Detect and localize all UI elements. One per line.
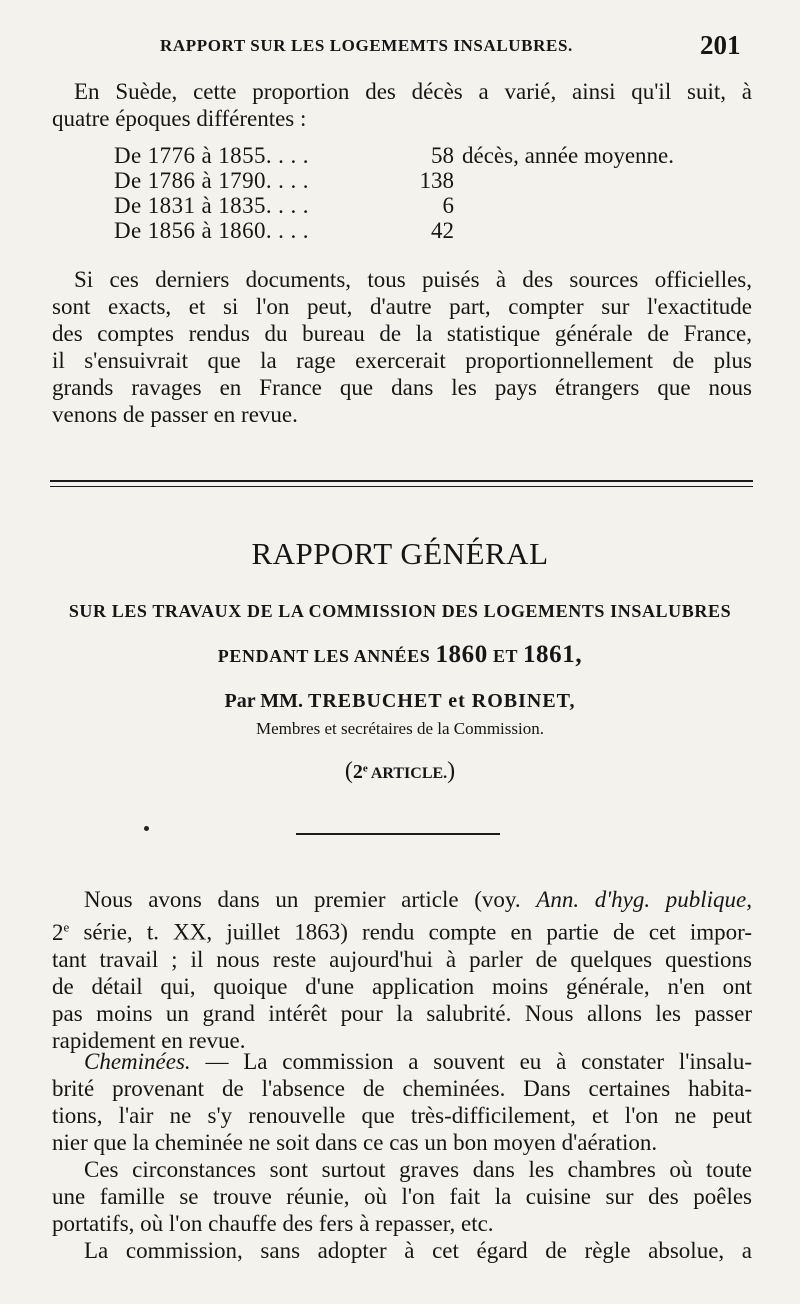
body-line: rapidement en revue. bbox=[52, 1027, 246, 1053]
article-number bbox=[0, 758, 800, 785]
statistics-row bbox=[114, 193, 674, 218]
ink-dot bbox=[144, 826, 149, 831]
article-subtitle: SUR LES TRAVAUX DE LA COMMISSION DES LOGEMENTS INSALUBRES bbox=[68, 601, 732, 621]
body-text: Nous avons dans un premier article (voy. bbox=[84, 887, 521, 912]
intro-paragraph bbox=[52, 78, 752, 132]
statistics-row bbox=[114, 168, 674, 193]
statistics-count: 6 bbox=[442, 193, 454, 218]
section-divider bbox=[50, 480, 753, 487]
body-line bbox=[52, 913, 752, 946]
statistics-row bbox=[114, 218, 674, 243]
conclusion-line: sont exacts, et si l'on peut, d'autre part, compter sur l'exactitude bbox=[52, 294, 752, 319]
conclusion-line: Si ces derniers documents, tous puisés à des sources officielles, bbox=[74, 267, 752, 292]
series-ordinal: 2e bbox=[52, 919, 70, 945]
subtitle-year: 1860 bbox=[435, 641, 488, 668]
subtitle-year: 1861, bbox=[522, 641, 583, 668]
heading-rule bbox=[296, 833, 500, 835]
article-title: RAPPORT GÉNÉRAL bbox=[251, 536, 549, 571]
subtitle-text: PENDANT LES ANNÉES bbox=[217, 646, 431, 666]
article-ordinal: 2 bbox=[352, 761, 363, 783]
article-subtitle-years bbox=[0, 641, 800, 669]
body-line: Ces circonstances sont surtout graves dans les chambres où toute bbox=[84, 1157, 752, 1182]
statistics-period: De 1831 à 1835. . . . bbox=[114, 193, 309, 218]
body-line bbox=[52, 1048, 752, 1075]
body-line: portatifs, où l'on chauffe des fers à repasser, etc. bbox=[52, 1211, 494, 1236]
statistics-count: 138 bbox=[419, 168, 454, 193]
section-heading: Cheminées. bbox=[84, 1049, 191, 1074]
subtitle-text: ET bbox=[492, 646, 518, 666]
statistics-period: De 1776 à 1855. . . . bbox=[114, 143, 309, 168]
citation: Ann. d'hyg. publique, bbox=[536, 887, 753, 912]
body-line bbox=[52, 886, 752, 913]
statistics-count: 58 bbox=[431, 143, 454, 168]
conclusion-paragraph bbox=[52, 266, 752, 428]
body-line: La commission, sans adopter à cet égard de règle absolue, a bbox=[84, 1238, 752, 1263]
body-paragraph-2 bbox=[52, 1048, 752, 1156]
conclusion-line: il s'ensuivrait que la rage exercerait proportionnellement de plus bbox=[52, 348, 752, 373]
authors-line bbox=[0, 690, 800, 713]
conclusion-line: venons de passer en revue. bbox=[52, 402, 298, 427]
authors-names: TREBUCHET et ROBINET, bbox=[307, 690, 576, 712]
article-ordinal-suffix: e bbox=[362, 762, 368, 775]
authors-prefix: Par MM. bbox=[224, 690, 303, 712]
page-number: 201 bbox=[700, 30, 741, 60]
intro-line: En Suède, cette proportion des décès a varié, ainsi qu'il suit, à bbox=[74, 79, 752, 104]
intro-line: quatre époques différentes : bbox=[52, 106, 307, 131]
body-paragraph-3 bbox=[52, 1156, 752, 1237]
body-paragraph-1 bbox=[52, 886, 752, 1054]
statistics-count: 42 bbox=[431, 218, 454, 243]
body-line: de détail qui, quoique d'une application moins générale, n'en ont bbox=[52, 973, 752, 999]
paren-close: ) bbox=[447, 758, 456, 784]
statistics-row bbox=[114, 143, 674, 168]
paren-open: ( bbox=[344, 758, 353, 784]
body-line: brité provenant de l'absence de cheminées. Dans certaines habita- bbox=[52, 1076, 752, 1101]
body-text: série, t. XX, juillet 1863) rendu compte en partie de cet impor- bbox=[83, 919, 752, 945]
conclusion-line: des comptes rendus du bureau de la statistique générale de France, bbox=[52, 321, 752, 346]
body-paragraph-4 bbox=[52, 1237, 752, 1264]
body-line: nier que la cheminée ne soit dans ce cas un bon moyen d'aération. bbox=[52, 1130, 658, 1155]
body-line: tant travail ; il nous reste aujourd'hui à parler de quelques questions bbox=[52, 946, 752, 972]
body-line: une famille se trouve réunie, où l'on fait la cuisine sur des poêles bbox=[52, 1184, 752, 1209]
statistics-note: décès, année moyenne. bbox=[462, 143, 675, 168]
conclusion-line: grands ravages en France que dans les pays étrangers que nous bbox=[52, 375, 752, 400]
body-text: — La commission a souvent eu à constater l'insalu- bbox=[205, 1049, 752, 1074]
statistics-table bbox=[114, 143, 674, 243]
statistics-period: De 1786 à 1790. . . . bbox=[114, 168, 309, 193]
statistics-period: De 1856 à 1860. . . . bbox=[114, 218, 309, 243]
body-line: pas moins un grand intérêt pour la salubrité. Nous allons les passer bbox=[52, 1000, 752, 1026]
authors-roles: Membres et secrétaires de la Commission. bbox=[256, 719, 544, 738]
running-head: RAPPORT SUR LES LOGEMEMTS INSALUBRES. bbox=[160, 36, 573, 55]
article-label: ARTICLE. bbox=[370, 765, 448, 782]
body-line: tions, l'air ne s'y renouvelle que très-difficilement, et l'on ne peut bbox=[52, 1103, 752, 1128]
